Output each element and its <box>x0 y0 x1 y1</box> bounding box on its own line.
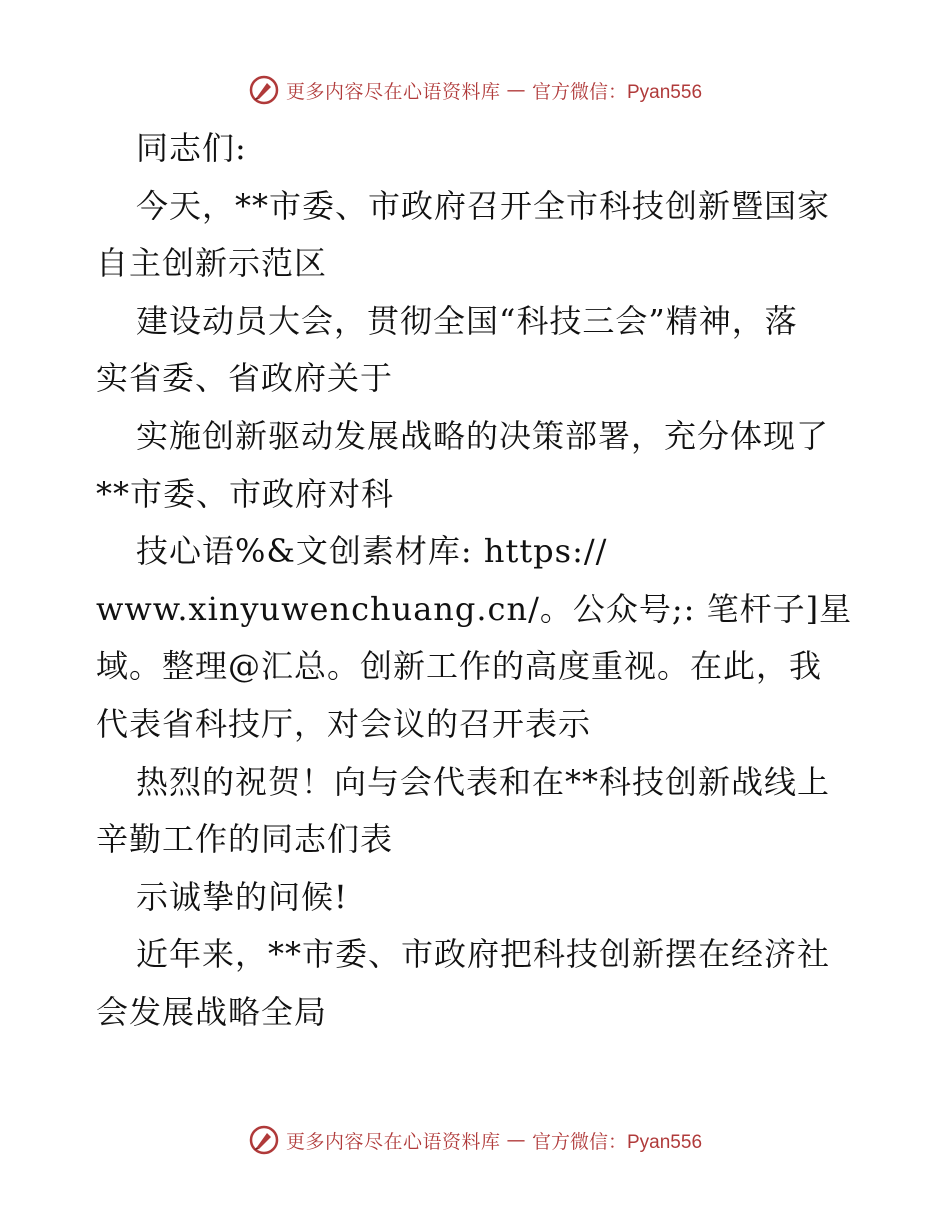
footer-banner <box>0 1120 950 1160</box>
body-line: 域。整理@汇总。创新工作的高度重视。在此，我 <box>96 647 823 686</box>
body-line: 会发展战略全局 <box>96 992 328 1031</box>
body-line: 实施创新驱动发展战略的决策部署，充分体现了 <box>136 416 830 455</box>
body-line: 自主创新示范区 <box>96 244 328 283</box>
body-line: 示诚挚的问候! <box>136 877 348 916</box>
header-separator: — <box>506 79 526 101</box>
document-body <box>96 120 866 1042</box>
body-line: 代表省科技厅，对会议的召开表示 <box>96 704 592 743</box>
body-line: www.xinyuwenchuang.cn/。公众号;: 笔杆子]星 <box>96 589 853 628</box>
body-line: **市委、市政府对科 <box>96 474 395 513</box>
footer-wechat-text: 官方微信：Pyan556 <box>532 1131 703 1153</box>
header-site-text: 更多内容尽在心语资料库 <box>285 80 501 103</box>
body-line: 技心语%&文创素材库: https:// <box>136 532 608 571</box>
body-line: 辛勤工作的同志们表 <box>96 820 394 859</box>
footer-site-text: 更多内容尽在心语资料库 <box>285 1130 501 1153</box>
header-wechat-text: 官方微信：Pyan556 <box>532 81 703 103</box>
header-banner <box>0 70 950 110</box>
body-line: 建设动员大会，贯彻全国“科技三会”精神，落 <box>136 301 798 340</box>
body-line: 实省委、省政府关于 <box>96 359 394 398</box>
body-line: 近年来，**市委、市政府把科技创新摆在经济社 <box>136 935 831 974</box>
body-line: 今天，**市委、市政府召开全市科技创新暨国家 <box>136 186 831 225</box>
pen-nib-logo-icon <box>248 74 280 106</box>
pen-nib-logo-icon <box>248 1124 280 1156</box>
footer-separator: — <box>506 1129 526 1151</box>
body-line: 同志们: <box>136 129 247 167</box>
body-line: 热烈的祝贺！向与会代表和在**科技创新战线上 <box>136 762 831 801</box>
